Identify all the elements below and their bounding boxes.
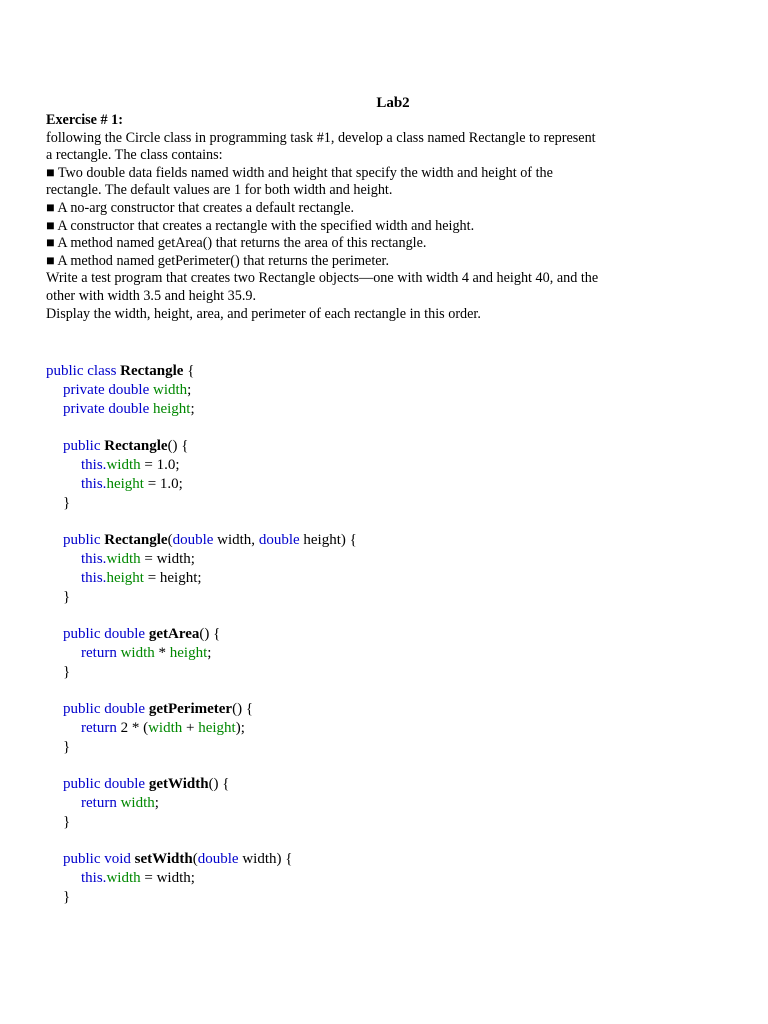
method-name: getPerimeter [148, 701, 233, 717]
punct: ( [192, 851, 198, 867]
prose-line: ■ A method named getArea() that returns the area of this rectangle. [46, 235, 427, 252]
method-name: Rectangle [104, 532, 168, 548]
keyword: double [172, 532, 214, 548]
param: height) { [299, 532, 357, 548]
punct: ; [187, 382, 192, 398]
prose-line: other with width 3.5 and height 35.9. [46, 287, 257, 304]
prose-line: a rectangle. The class contains: [46, 147, 223, 164]
method-name: getWidth [148, 776, 209, 792]
code-line-class-declaration [46, 362, 726, 381]
brace: { [183, 363, 195, 379]
code-line-close: } [63, 495, 71, 511]
param: width) { [238, 851, 293, 867]
code-line-field-height [46, 400, 726, 419]
param: width, [213, 532, 259, 548]
code-line-close: } [63, 814, 71, 830]
method-name: getArea [148, 626, 200, 642]
code-line [46, 475, 726, 494]
keyword: return [81, 795, 117, 811]
field-name: height [106, 476, 144, 492]
keyword: public [63, 438, 101, 454]
punct: () { [208, 776, 230, 792]
code-line-noarg-ctor [46, 437, 726, 456]
code-blank [46, 832, 726, 850]
keyword: public double [63, 776, 146, 792]
field-name: height [169, 645, 208, 661]
prose-line: rectangle. The default values are 1 for both width and height. [46, 182, 393, 199]
document-title: Lab2 [376, 95, 410, 111]
expr: = 1.0; [143, 476, 183, 492]
keyword: double [197, 851, 239, 867]
method-name: setWidth [134, 851, 193, 867]
keyword: return [81, 645, 117, 661]
prose-line: ■ A no-arg constructor that creates a default rectangle. [46, 199, 355, 216]
punct: ; [190, 401, 195, 417]
code-line-setwidth [46, 850, 726, 869]
expr: * [154, 645, 170, 661]
code-line [46, 719, 726, 738]
field-name: width [106, 870, 141, 886]
keyword: private double [63, 382, 150, 398]
punct: ( [167, 532, 173, 548]
field-name: height [198, 720, 236, 736]
prose-line: ■ A method named getPerimeter() that returns the perimeter. [46, 252, 390, 269]
punct: () { [167, 438, 189, 454]
code-line-close: } [63, 889, 71, 905]
expr: = width; [140, 551, 195, 567]
prose-line: ■ Two double data fields named width and height that specify the width and height of the [46, 164, 553, 181]
keyword: double [258, 532, 300, 548]
keyword: this. [81, 870, 107, 886]
code-listing [46, 362, 726, 907]
keyword: return [81, 720, 117, 736]
field-name: width [148, 720, 183, 736]
keyword: this. [81, 457, 107, 473]
code-blank [46, 607, 726, 625]
code-blank [46, 513, 726, 531]
code-line-field-width [46, 381, 726, 400]
keyword: this. [81, 476, 107, 492]
keyword: public void [63, 851, 131, 867]
code-line-getwidth [46, 775, 726, 794]
code-blank [46, 682, 726, 700]
prose-line: following the Circle class in programming task #1, develop a class named Rectangle to represent [46, 129, 596, 146]
code-line [46, 456, 726, 475]
code-line-getarea [46, 625, 726, 644]
expr: = 1.0; [140, 457, 180, 473]
expr: = width; [140, 870, 195, 886]
keyword: public double [63, 701, 146, 717]
method-name: Rectangle [104, 438, 168, 454]
punct: ; [207, 645, 212, 661]
keyword: this. [81, 551, 107, 567]
prose-line: ■ A constructor that creates a rectangle with the specified width and height. [46, 217, 475, 234]
expr: + [182, 720, 199, 736]
code-line-getperimeter [46, 700, 726, 719]
code-line [46, 569, 726, 588]
punct: ); [235, 720, 245, 736]
keyword: public class [46, 363, 117, 379]
field-name: height [152, 401, 191, 417]
code-blank [46, 419, 726, 437]
keyword: this. [81, 570, 107, 586]
code-line-close: } [63, 589, 71, 605]
code-line-close: } [63, 664, 71, 680]
prose-line: Write a test program that creates two Rectangle objects—one with width 4 and height 40, and the [46, 270, 599, 287]
field-name: height [106, 570, 144, 586]
code-line [46, 869, 726, 888]
code-line [46, 644, 726, 663]
code-line [46, 550, 726, 569]
field-name: width [106, 551, 141, 567]
code-line-param-ctor [46, 531, 726, 550]
expr: = height; [143, 570, 202, 586]
keyword: public double [63, 626, 146, 642]
expr: 2 * ( [116, 720, 149, 736]
class-name: Rectangle [120, 363, 184, 379]
exercise-description [46, 112, 686, 323]
exercise-heading: Exercise # 1: [46, 112, 123, 128]
punct: ; [154, 795, 159, 811]
prose-line: Display the width, height, area, and perimeter of each rectangle in this order. [46, 305, 481, 322]
punct: () { [232, 701, 254, 717]
code-line [46, 794, 726, 813]
field-name: width [120, 795, 155, 811]
field-name: width [106, 457, 141, 473]
keyword: private double [63, 401, 150, 417]
field-name: width [152, 382, 188, 398]
code-blank [46, 757, 726, 775]
punct: () { [199, 626, 221, 642]
keyword: public [63, 532, 101, 548]
code-line-close: } [63, 739, 71, 755]
field-name: width [120, 645, 155, 661]
